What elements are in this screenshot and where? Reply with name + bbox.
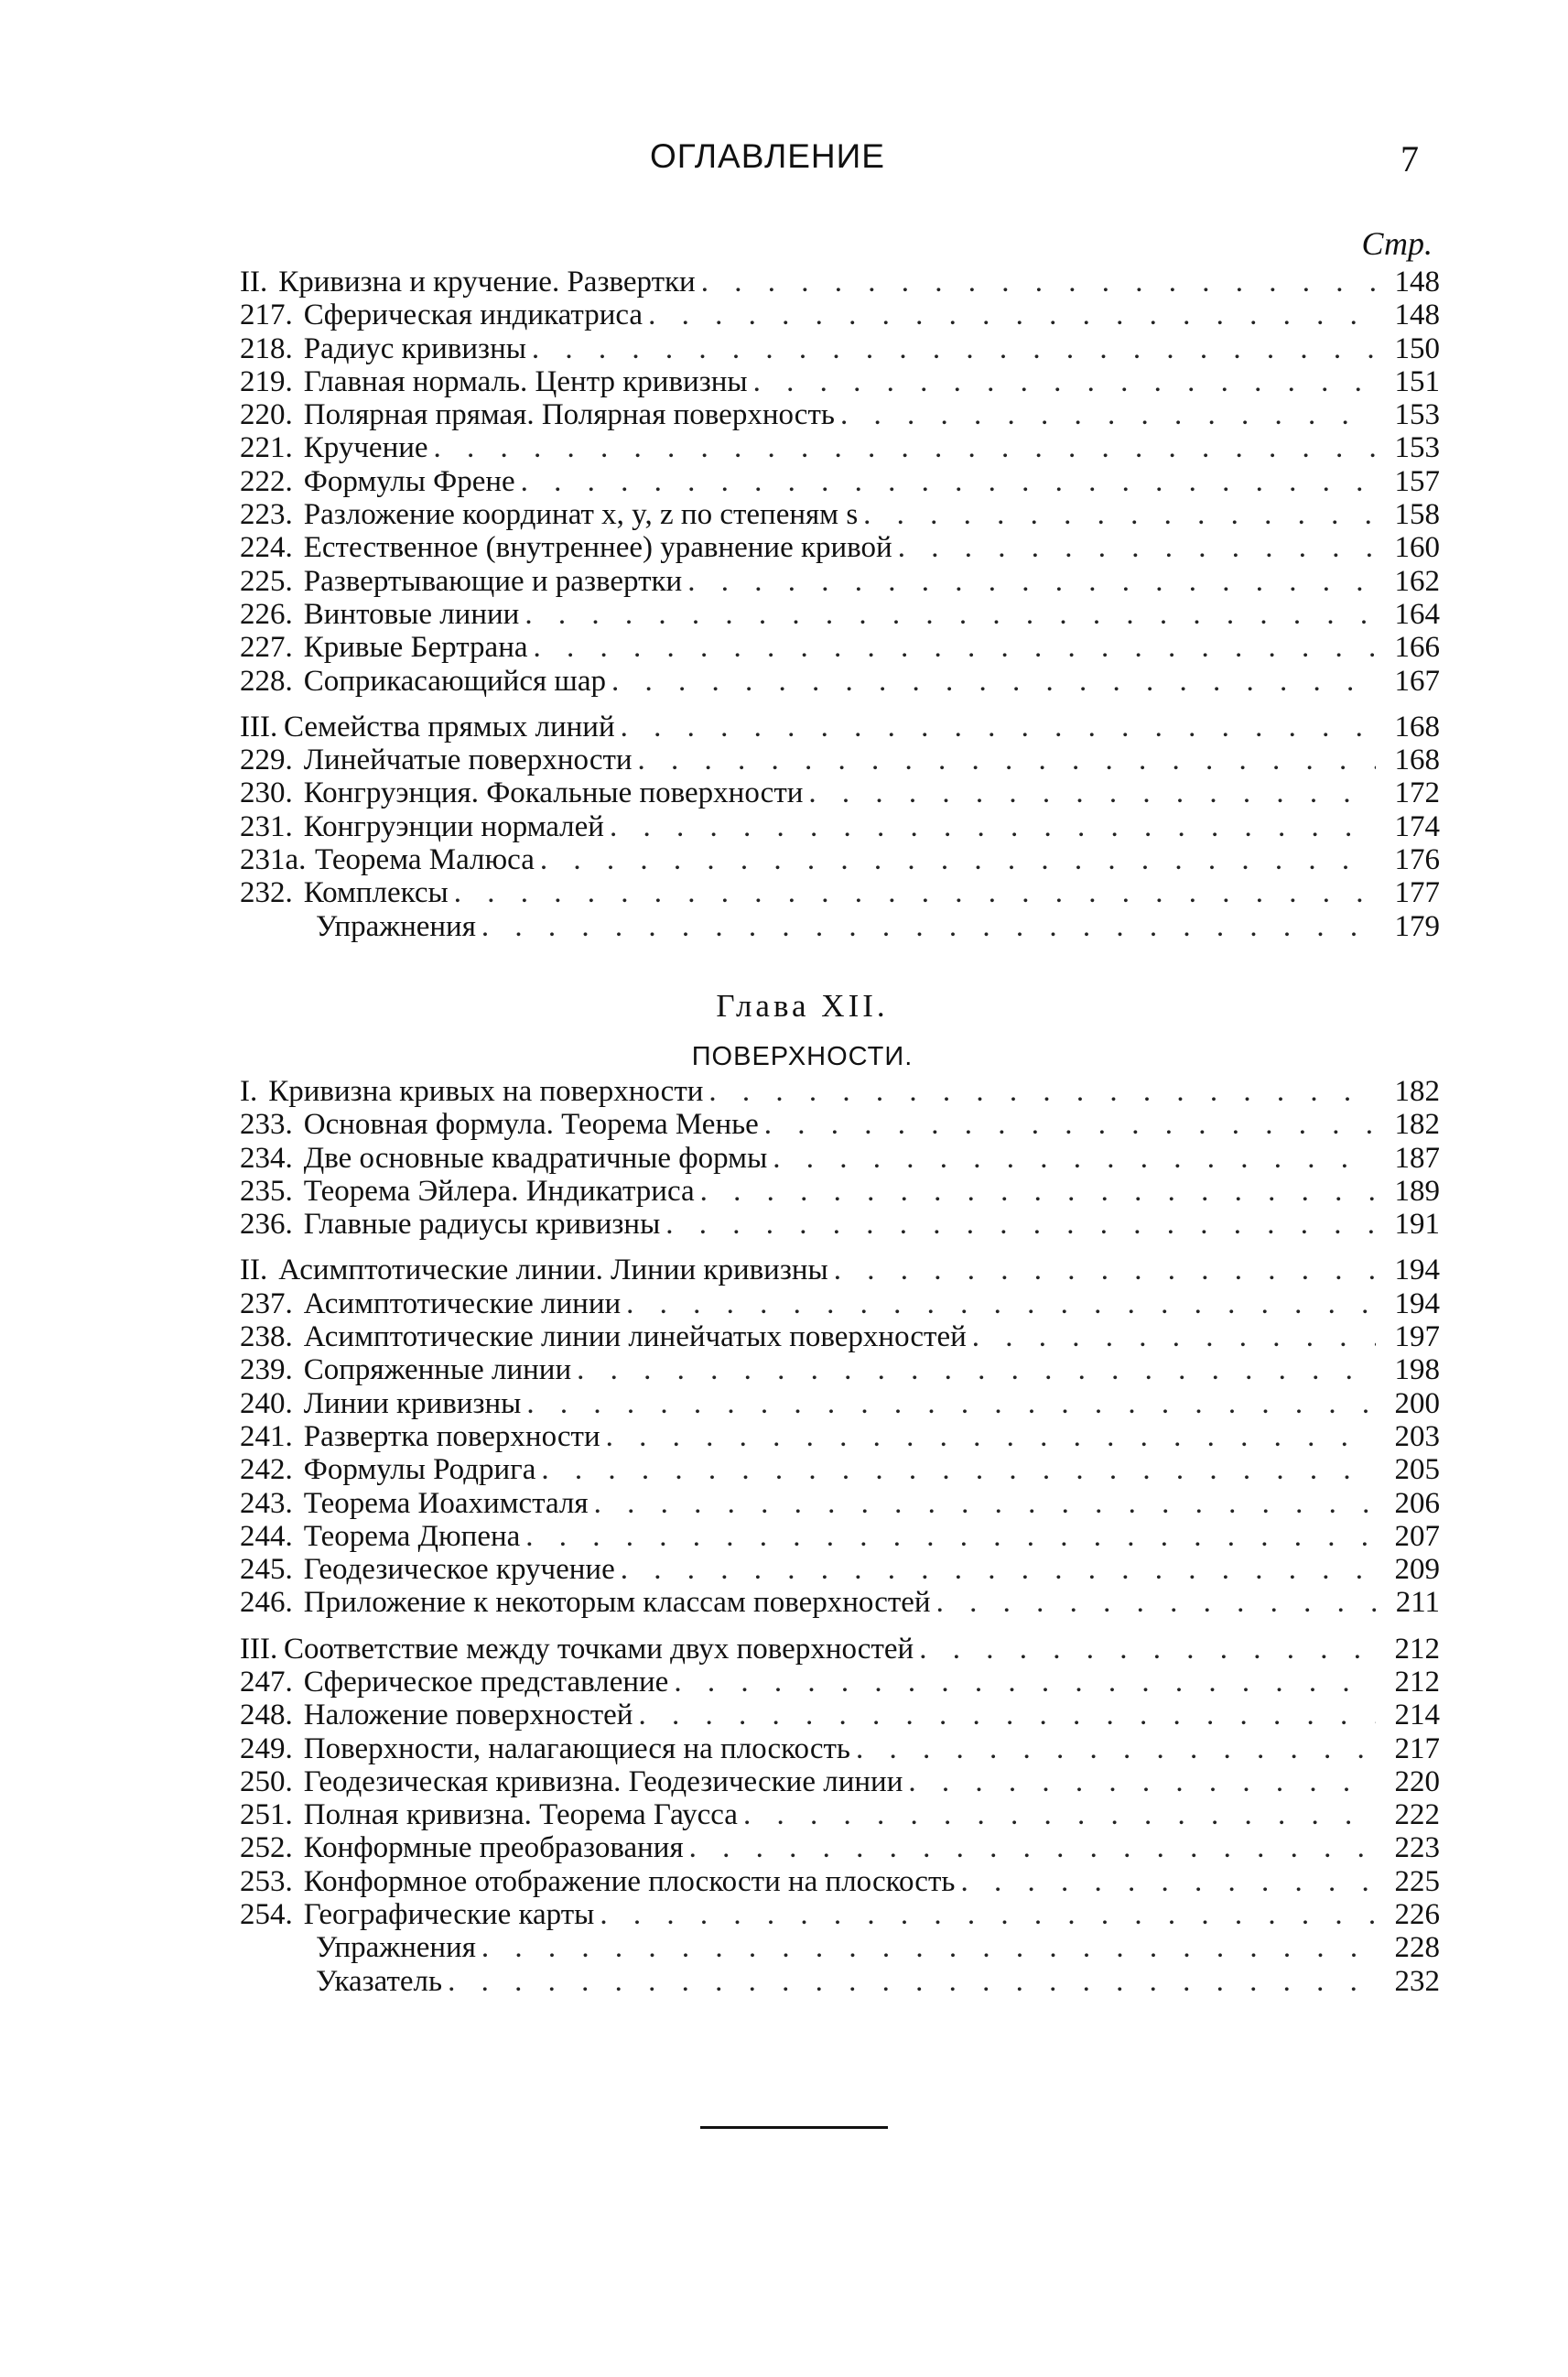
entry-title: Линейчатые поверхности xyxy=(303,743,633,777)
dot-leader xyxy=(526,1387,1376,1420)
entry-title: Полярная прямая. Полярная поверхность xyxy=(303,398,835,432)
entry-number: 223. xyxy=(240,498,293,532)
dot-leader xyxy=(908,1765,1376,1798)
entry-title: Кривые Бертрана xyxy=(303,631,528,665)
dot-leader xyxy=(534,631,1376,664)
entry-number: 231. xyxy=(240,809,293,843)
dot-leader xyxy=(689,1831,1376,1864)
entry-number: 246. xyxy=(240,1586,293,1620)
entry-page-number: 168 xyxy=(1394,743,1440,777)
toc-entry-row xyxy=(0,365,1440,398)
dot-leader xyxy=(972,1320,1376,1353)
entry-title: Геодезическое кручение xyxy=(303,1553,615,1587)
entry-page-number: 200 xyxy=(1394,1386,1440,1420)
entry-page-number: 162 xyxy=(1394,564,1440,598)
entry-page-number: 157 xyxy=(1394,464,1440,498)
dot-leader xyxy=(540,843,1376,876)
table-of-contents xyxy=(0,266,1568,1998)
dot-leader xyxy=(936,1586,1376,1619)
entry-title: Главная нормаль. Центр кривизны xyxy=(303,364,748,398)
toc-entry-row xyxy=(0,1765,1440,1798)
entry-title: Формулы Френе xyxy=(303,464,515,498)
entry-number: 233. xyxy=(240,1108,293,1142)
toc-entry-row xyxy=(0,1387,1440,1420)
entry-number: 252. xyxy=(240,1831,293,1865)
entry-page-number: 150 xyxy=(1394,331,1440,365)
entry-number: 249. xyxy=(240,1731,293,1765)
entry-number: 220. xyxy=(240,398,293,432)
entry-number: 251. xyxy=(240,1798,293,1832)
entry-number: 242. xyxy=(240,1453,293,1487)
entry-page-number: 187 xyxy=(1394,1141,1440,1175)
entry-page-number: 160 xyxy=(1394,531,1440,565)
dot-leader xyxy=(674,1666,1376,1699)
entry-number: 221. xyxy=(240,431,293,465)
toc-entry-row xyxy=(0,565,1440,598)
entry-title: Асимптотические линии. Линии кривизны xyxy=(278,1254,828,1287)
page-number: 7 xyxy=(1400,138,1419,179)
toc-entry-row xyxy=(0,776,1440,809)
dot-leader xyxy=(610,810,1376,843)
toc-entry-row xyxy=(0,1142,1440,1175)
running-title: ОГЛАВЛЕНИЕ xyxy=(650,137,885,175)
entry-number: 224. xyxy=(240,531,293,565)
entry-page-number: 176 xyxy=(1394,843,1440,877)
toc-part-chapter-12 xyxy=(0,1075,1568,1998)
entry-number: II. xyxy=(240,266,268,298)
entry-title: Кривизна и кручение. Развертки xyxy=(278,266,696,298)
entry-page-number: 226 xyxy=(1394,1898,1440,1932)
toc-entry-row xyxy=(0,598,1440,631)
entry-page-number: 205 xyxy=(1394,1453,1440,1487)
toc-section-row xyxy=(0,266,1440,298)
toc-entry-row xyxy=(0,298,1440,331)
toc-entry-row xyxy=(0,1798,1440,1831)
chapter-heading: Глава XII. xyxy=(716,987,889,1024)
entry-title: Кривизна кривых на поверхности xyxy=(268,1074,704,1108)
toc-entry-row xyxy=(0,1320,1440,1353)
entry-page-number: 168 xyxy=(1394,710,1440,743)
entry-number: III. xyxy=(240,710,278,743)
dot-leader xyxy=(577,1353,1376,1386)
entry-title: Сопряженные линии xyxy=(303,1353,572,1387)
dot-leader xyxy=(919,1633,1376,1666)
entry-title: Конгруэнция. Фокальные поверхности xyxy=(303,776,804,810)
toc-entry-row xyxy=(0,1732,1440,1765)
entry-page-number: 194 xyxy=(1394,1286,1440,1320)
entry-page-number: 148 xyxy=(1394,298,1440,332)
toc-entry-row xyxy=(0,431,1440,464)
dot-leader xyxy=(621,711,1376,743)
dot-leader xyxy=(648,298,1376,331)
entry-title: Семейства прямых линий xyxy=(284,710,615,743)
toc-entry-row xyxy=(0,1453,1440,1486)
entry-number: 232. xyxy=(240,876,293,910)
entry-number: 253. xyxy=(240,1864,293,1898)
toc-entry-row xyxy=(0,1108,1440,1141)
entry-number: 237. xyxy=(240,1286,293,1320)
entry-page-number: 166 xyxy=(1394,631,1440,665)
dot-leader xyxy=(753,365,1376,398)
toc-entry-row xyxy=(0,1175,1440,1208)
entry-page-number: 153 xyxy=(1394,431,1440,465)
toc-entry-row xyxy=(0,1898,1440,1931)
toc-entry-row xyxy=(0,332,1440,365)
entry-title: Полная кривизна. Теорема Гаусса xyxy=(303,1798,738,1832)
toc-section-row xyxy=(0,1254,1440,1286)
dot-leader xyxy=(856,1732,1376,1765)
dot-leader xyxy=(700,1175,1376,1208)
entry-page-number: 220 xyxy=(1394,1764,1440,1798)
entry-page-number: 182 xyxy=(1394,1108,1440,1142)
dot-leader xyxy=(481,1931,1376,1964)
dot-leader xyxy=(665,1208,1376,1241)
entry-page-number: 153 xyxy=(1394,398,1440,432)
entry-number: 225. xyxy=(240,564,293,598)
dot-leader xyxy=(863,498,1376,531)
entry-number: 218. xyxy=(240,331,293,365)
entry-number: 248. xyxy=(240,1699,293,1732)
entry-title: Две основные квадратичные формы xyxy=(303,1141,768,1175)
entry-page-number: 158 xyxy=(1394,498,1440,532)
dot-leader xyxy=(448,1965,1376,1998)
dot-leader xyxy=(764,1108,1376,1141)
dot-leader xyxy=(701,266,1376,298)
entry-page-number: 198 xyxy=(1394,1353,1440,1387)
entry-title: Наложение поверхностей xyxy=(303,1699,633,1732)
entry-title: Конформные преобразования xyxy=(303,1831,684,1865)
entry-page-number: 167 xyxy=(1394,664,1440,698)
dot-leader xyxy=(606,1420,1376,1453)
entry-title: Соприкасающийся шар xyxy=(303,664,606,698)
dot-leader xyxy=(611,665,1376,698)
dot-leader xyxy=(600,1898,1376,1931)
entry-page-number: 228 xyxy=(1394,1931,1440,1965)
toc-section-row xyxy=(0,1633,1440,1666)
dot-leader xyxy=(524,598,1376,631)
entry-title: Упражнения xyxy=(316,1931,476,1965)
entry-page-number: 179 xyxy=(1394,909,1440,943)
dot-leader xyxy=(638,1699,1376,1731)
entry-title: Линии кривизны xyxy=(303,1386,522,1420)
dot-leader xyxy=(773,1142,1376,1175)
dot-leader xyxy=(687,565,1376,598)
dot-leader xyxy=(840,398,1376,431)
entry-page-number: 207 xyxy=(1394,1519,1440,1553)
entry-number: 250. xyxy=(240,1764,293,1798)
entry-number: 217. xyxy=(240,298,293,332)
entry-title: Конгруэнции нормалей xyxy=(303,809,604,843)
entry-title: Теорема Дюпена xyxy=(303,1519,521,1553)
entry-number: 231а. xyxy=(240,843,307,877)
entry-title: Упражнения xyxy=(316,909,476,943)
entry-number: III. xyxy=(240,1632,278,1666)
toc-entry-row xyxy=(0,1287,1440,1320)
entry-number: 230. xyxy=(240,776,293,810)
dot-leader xyxy=(594,1487,1376,1520)
entry-title: Развертывающие и развертки xyxy=(303,564,683,598)
dot-leader xyxy=(960,1865,1376,1898)
page-column-label: Стр. xyxy=(1361,225,1433,262)
entry-number: 245. xyxy=(240,1553,293,1587)
chapter-title: ПОВЕРХНОСТИ. xyxy=(691,1041,914,1071)
entry-title: Теорема Эйлера. Индикатриса xyxy=(303,1174,695,1208)
entry-page-number: 211 xyxy=(1395,1586,1440,1620)
entry-number: 228. xyxy=(240,664,293,698)
entry-title: Геодезическая кривизна. Геодезические линии xyxy=(303,1764,903,1798)
entry-page-number: 189 xyxy=(1394,1174,1440,1208)
toc-entry-row xyxy=(0,810,1440,843)
entry-page-number: 177 xyxy=(1394,876,1440,910)
toc-entry-row xyxy=(0,1666,1440,1699)
toc-entry-row xyxy=(0,665,1440,698)
entry-title: Конформное отображение плоскости на плоскость xyxy=(303,1864,956,1898)
end-rule xyxy=(700,2126,888,2129)
entry-page-number: 148 xyxy=(1394,266,1440,298)
entry-title: Асимптотические линии линейчатых поверхностей xyxy=(303,1320,967,1354)
toc-entry-row xyxy=(0,1553,1440,1586)
toc-entry-row xyxy=(0,1487,1440,1520)
page-header xyxy=(0,137,1568,183)
entry-page-number: 212 xyxy=(1394,1665,1440,1699)
entry-title: Основная формула. Теорема Менье xyxy=(303,1108,759,1142)
entry-page-number: 182 xyxy=(1394,1074,1440,1108)
dot-leader xyxy=(541,1453,1376,1486)
toc-entry-row xyxy=(0,843,1440,876)
entry-page-number: 197 xyxy=(1394,1320,1440,1354)
dot-leader xyxy=(808,776,1376,809)
toc-entry-row xyxy=(0,1865,1440,1898)
entry-number: 240. xyxy=(240,1386,293,1420)
entry-page-number: 194 xyxy=(1394,1254,1440,1287)
entry-title: Кручение xyxy=(303,431,428,465)
entry-title: Развертка поверхности xyxy=(303,1419,600,1453)
dot-leader xyxy=(521,465,1376,498)
entry-number: 243. xyxy=(240,1486,293,1520)
dot-leader xyxy=(434,431,1376,464)
entry-title: Естественное (внутреннее) уравнение кривой xyxy=(303,531,892,565)
toc-entry-row xyxy=(0,1520,1440,1553)
toc-entry-row xyxy=(0,876,1440,909)
dot-leader xyxy=(481,910,1376,943)
toc-entry-row xyxy=(0,498,1440,531)
toc-entry-row xyxy=(0,631,1440,664)
entry-title: Поверхности, налагающиеся на плоскость xyxy=(303,1731,850,1765)
entry-page-number: 174 xyxy=(1394,809,1440,843)
entry-number: 234. xyxy=(240,1141,293,1175)
dot-leader xyxy=(621,1553,1376,1586)
entry-title: Разложение координат x, y, z по степеням s xyxy=(303,498,859,532)
dot-leader xyxy=(708,1075,1376,1108)
entry-title: Приложение к некоторым классам поверхностей xyxy=(303,1586,931,1620)
entry-title: Радиус кривизны xyxy=(303,331,526,365)
entry-number: 222. xyxy=(240,464,293,498)
dot-leader xyxy=(626,1287,1376,1320)
toc-entry-row xyxy=(0,1586,1440,1619)
entry-title: Сферическое представление xyxy=(303,1665,669,1699)
entry-title: Главные радиусы кривизны xyxy=(303,1208,661,1242)
entry-number: 247. xyxy=(240,1665,293,1699)
toc-section-row xyxy=(0,711,1440,743)
entry-page-number: 232 xyxy=(1394,1964,1440,1998)
entry-title: Указатель xyxy=(316,1964,443,1998)
entry-page-number: 225 xyxy=(1394,1864,1440,1898)
dot-leader xyxy=(638,743,1376,776)
dot-leader xyxy=(525,1520,1376,1553)
entry-page-number: 222 xyxy=(1394,1798,1440,1832)
toc-entry-row xyxy=(0,1208,1440,1241)
entry-number: 238. xyxy=(240,1320,293,1354)
entry-title: Географические карты xyxy=(303,1898,595,1932)
toc-entry-row xyxy=(0,398,1440,431)
entry-number: 254. xyxy=(240,1898,293,1932)
entry-title: Теорема Малюса xyxy=(315,843,535,877)
toc-entry-row xyxy=(0,910,1440,943)
entry-number: 244. xyxy=(240,1519,293,1553)
dot-leader xyxy=(898,531,1376,564)
toc-entry-row xyxy=(0,1965,1440,1998)
entry-title: Теорема Иоахимсталя xyxy=(303,1486,589,1520)
toc-entry-row xyxy=(0,1931,1440,1964)
entry-number: I. xyxy=(240,1074,258,1108)
toc-entry-row xyxy=(0,1699,1440,1731)
entry-number: 219. xyxy=(240,364,293,398)
entry-number: 239. xyxy=(240,1353,293,1387)
entry-number: 236. xyxy=(240,1208,293,1242)
entry-title: Винтовые линии xyxy=(303,597,520,631)
entry-page-number: 203 xyxy=(1394,1419,1440,1453)
toc-entry-row xyxy=(0,1353,1440,1386)
entry-title: Комплексы xyxy=(303,876,449,910)
dot-leader xyxy=(454,876,1376,909)
entry-page-number: 212 xyxy=(1394,1632,1440,1666)
toc-entry-row xyxy=(0,531,1440,564)
toc-entry-row xyxy=(0,1420,1440,1453)
entry-page-number: 206 xyxy=(1394,1486,1440,1520)
entry-page-number: 214 xyxy=(1394,1699,1440,1732)
entry-page-number: 172 xyxy=(1394,776,1440,810)
toc-entry-row xyxy=(0,1831,1440,1864)
entry-number: 241. xyxy=(240,1419,293,1453)
entry-number: 235. xyxy=(240,1174,293,1208)
toc-section-row xyxy=(0,1075,1440,1108)
entry-title: Сферическая индикатриса xyxy=(303,298,643,332)
dot-leader xyxy=(834,1254,1376,1286)
entry-title: Формулы Родрига xyxy=(303,1453,536,1487)
dot-leader xyxy=(532,332,1376,365)
entry-page-number: 217 xyxy=(1394,1731,1440,1765)
toc-part-chapter-11 xyxy=(0,266,1568,943)
entry-number: 229. xyxy=(240,743,293,777)
entry-number: 227. xyxy=(240,631,293,665)
entry-page-number: 223 xyxy=(1394,1831,1440,1865)
entry-page-number: 191 xyxy=(1394,1208,1440,1242)
entry-page-number: 164 xyxy=(1394,597,1440,631)
entry-number: II. xyxy=(240,1254,268,1287)
entry-title: Асимптотические линии xyxy=(303,1286,622,1320)
toc-entry-row xyxy=(0,743,1440,776)
dot-leader xyxy=(743,1798,1376,1831)
toc-entry-row xyxy=(0,465,1440,498)
entry-page-number: 151 xyxy=(1394,364,1440,398)
entry-title: Соответствие между точками двух поверхностей xyxy=(284,1632,914,1666)
entry-page-number: 209 xyxy=(1394,1553,1440,1587)
entry-number: 226. xyxy=(240,597,293,631)
